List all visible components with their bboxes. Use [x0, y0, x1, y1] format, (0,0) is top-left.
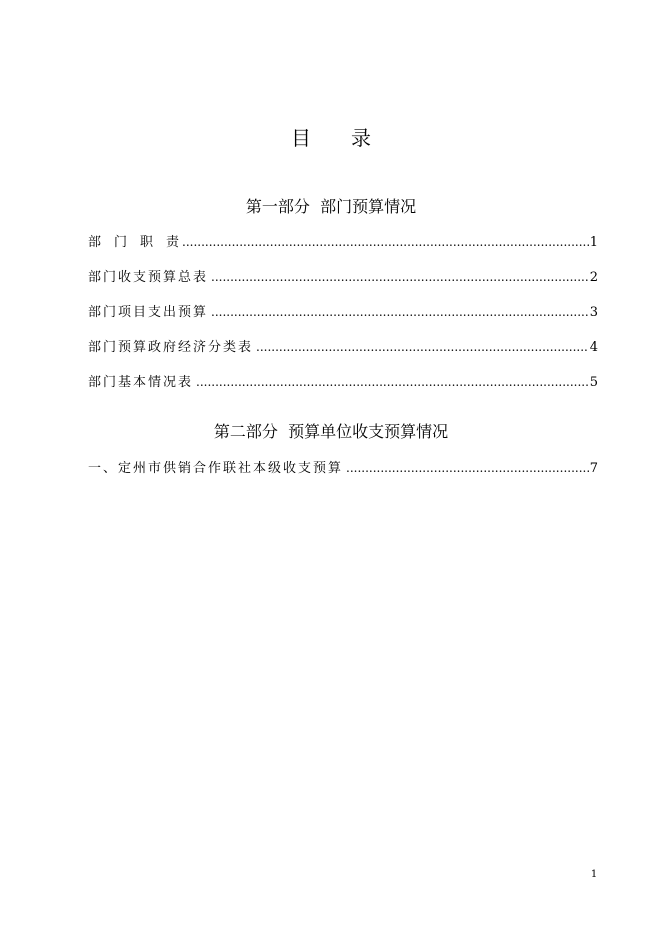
toc-entry-page: 3 [589, 305, 598, 320]
toc-entry-project-expenditure[interactable] [88, 302, 598, 322]
toc-entry-department-duties[interactable] [88, 232, 598, 252]
toc-dot-leader [196, 372, 589, 392]
toc-entry-label: 部门基本情况表 [88, 375, 194, 390]
page-number: 1 [590, 869, 598, 880]
toc-entry-page: 4 [589, 340, 598, 355]
toc-entry-page: 7 [589, 461, 598, 476]
toc-title: 目 录 [291, 126, 371, 150]
toc-entry-label: 部门收支预算总表 [88, 270, 209, 285]
toc-dot-leader [346, 458, 589, 478]
toc-entry-basic-info[interactable] [88, 372, 598, 392]
toc-entry-page: 1 [589, 235, 598, 250]
toc-entry-economic-classification[interactable] [88, 337, 598, 357]
toc-entry-label: 一、定州市供销合作联社本级收支预算 [88, 461, 344, 476]
part1-heading: 第一部分 部门预算情况 [245, 197, 417, 216]
toc-entry-page: 5 [589, 375, 598, 390]
toc-entry-label: 部门预算政府经济分类表 [88, 340, 254, 355]
toc-dot-leader [256, 337, 589, 357]
toc-dot-leader [211, 302, 589, 322]
toc-entry-label: 部门项目支出预算 [88, 305, 209, 320]
part2-heading: 第二部分 预算单位收支预算情况 [213, 422, 449, 441]
toc-dot-leader [182, 232, 589, 252]
toc-dot-leader [211, 267, 589, 287]
toc-entry-page: 2 [589, 270, 598, 285]
toc-entry-label: 部 门 职 责 [88, 235, 180, 250]
toc-entry-revenue-expenditure-summary[interactable] [88, 267, 598, 287]
toc-entry-unit-budget[interactable] [88, 458, 598, 478]
